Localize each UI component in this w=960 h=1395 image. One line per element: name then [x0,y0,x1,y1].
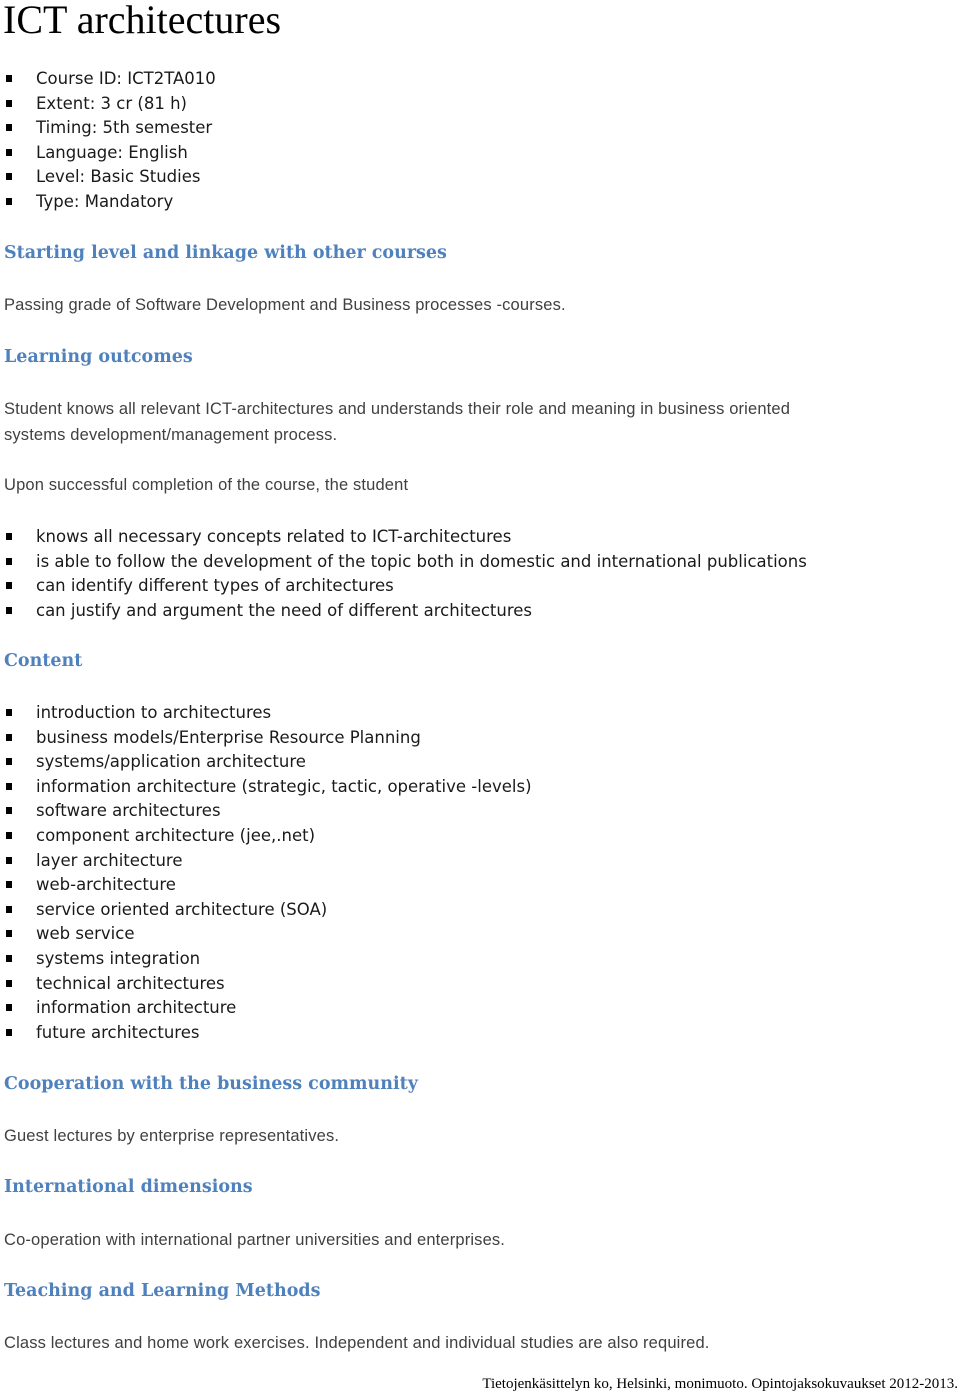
square-bullet-icon [6,75,12,82]
square-bullet-icon [6,881,12,888]
square-bullet-icon [6,582,12,589]
international-text: Co-operation with international partner universities and enterprises. [4,1231,506,1249]
square-bullet-icon [6,709,12,716]
teaching-text: Class lectures and home work exercises. Independent and individual studies are also required. [4,1334,710,1352]
square-bullet-icon [6,607,12,614]
square-bullet-icon [6,558,12,565]
square-bullet-icon [6,758,12,765]
learning-outcomes-text: Student knows all relevant ICT-architectures and understands their role and meaning in business oriented systems development/management process. [4,400,791,444]
page-footer: Tietojenkäsittelyn ko, Helsinki, monimuoto. Opintojaksokuvaukset 2012-2013. [482,1376,958,1392]
learning-outcomes-intro: Upon successful completion of the course, the student [4,476,409,494]
square-bullet-icon [6,173,12,180]
square-bullet-icon [6,930,12,937]
square-bullet-icon [6,857,12,864]
list-item: Level: Basic Studies [0,165,216,190]
list-item: web service [0,922,532,947]
cooperation-heading: Cooperation with the business community [4,1074,418,1094]
list-item: software architectures [0,799,532,824]
square-bullet-icon [6,149,12,156]
learning-outcomes-list [0,525,807,623]
content-heading: Content [4,651,83,671]
cooperation-text: Guest lectures by enterprise representatives. [4,1127,340,1145]
content-list [0,701,532,1045]
square-bullet-icon [6,734,12,741]
list-item: web-architecture [0,873,532,898]
square-bullet-icon [6,955,12,962]
international-heading: International dimensions [4,1177,253,1197]
square-bullet-icon [6,1029,12,1036]
list-item: technical architectures [0,972,532,997]
teaching-heading: Teaching and Learning Methods [4,1281,321,1301]
list-item: knows all necessary concepts related to ICT-architectures [0,525,807,550]
course-info-list [0,67,216,215]
square-bullet-icon [6,1004,12,1011]
learning-outcomes-heading: Learning outcomes [4,347,193,367]
list-item: Course ID: ICT2TA010 [0,67,216,92]
list-item: Timing: 5th semester [0,116,216,141]
list-item: Type: Mandatory [0,190,216,215]
list-item: introduction to architectures [0,701,532,726]
page-title: ICT architectures [3,0,282,42]
list-item: service oriented architecture (SOA) [0,898,532,923]
square-bullet-icon [6,832,12,839]
list-item: is able to follow the development of the topic both in domestic and international publications [0,550,807,575]
square-bullet-icon [6,533,12,540]
square-bullet-icon [6,198,12,205]
starting-level-text: Passing grade of Software Development and Business processes -courses. [4,296,566,314]
list-item: business models/Enterprise Resource Planning [0,726,532,751]
list-item: information architecture (strategic, tactic, operative -levels) [0,775,532,800]
square-bullet-icon [6,906,12,913]
list-item: information architecture [0,996,532,1021]
list-item: future architectures [0,1021,532,1046]
square-bullet-icon [6,980,12,987]
list-item: Language: English [0,141,216,166]
list-item: Extent: 3 cr (81 h) [0,92,216,117]
square-bullet-icon [6,807,12,814]
list-item: can justify and argument the need of different architectures [0,599,807,624]
square-bullet-icon [6,100,12,107]
square-bullet-icon [6,124,12,131]
list-item: systems/application architecture [0,750,532,775]
square-bullet-icon [6,783,12,790]
list-item: systems integration [0,947,532,972]
list-item: component architecture (jee,.net) [0,824,532,849]
list-item: can identify different types of architectures [0,574,807,599]
list-item: layer architecture [0,849,532,874]
starting-level-heading: Starting level and linkage with other courses [4,243,447,263]
